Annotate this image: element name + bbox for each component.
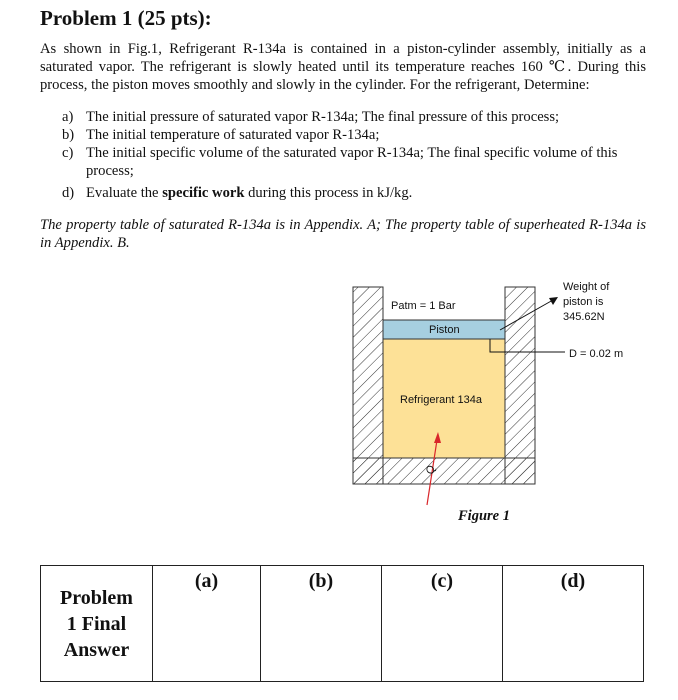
appendix-note: The property table of saturated R-134a is in Appendix. A; The property table of superheated R-134a is in Appendix. B. (40, 217, 646, 251)
question-text-end: during this process in kJ/kg. (244, 185, 413, 201)
refrigerant-label: Refrigerant 134a (400, 394, 482, 406)
answer-cell-b[interactable]: (b) (261, 566, 382, 682)
heat-symbol: Q (424, 464, 438, 476)
question-label: c) (62, 145, 74, 161)
question-label: b) (62, 127, 75, 143)
atmospheric-pressure-label: Patm = 1 Bar (391, 300, 456, 312)
question-text: The initial pressure of saturated vapor R-134a; The final pressure of this process; (86, 109, 560, 125)
weight-label-line-1: Weight of (563, 281, 610, 293)
question-label: a) (62, 109, 74, 125)
weight-label-line-2: piston is (563, 296, 604, 308)
answer-row-header (41, 566, 153, 682)
answer-cell-a[interactable]: (a) (153, 566, 261, 682)
problem-title: Problem 1 (25 pts): (40, 6, 212, 30)
question-text: The initial specific volume of the saturated vapor R-134a; The final specific volume of this process; (86, 145, 618, 179)
problem-statement: As shown in Fig.1, Refrigerant R-134a is contained in a piston-cylinder assembly, initially as a saturated vapor. The refrigerant is slowly heated until its temperature reaches 160 ℃. During this process, the piston moves smoothly and slowly in the cylinder. For the refrigerant, Determine: (40, 41, 646, 93)
answer-row (41, 566, 644, 682)
cylinder-right-wall (505, 287, 535, 484)
question-text-start: Evaluate the (86, 185, 163, 201)
answer-table (40, 565, 644, 682)
answer-cell-d[interactable]: (d) (503, 566, 644, 682)
piston-label: Piston (429, 324, 460, 336)
diameter-label: D = 0.02 m (569, 348, 624, 360)
row-header-line: Problem (60, 586, 133, 609)
weight-label-line-3: 345.62N (563, 311, 605, 323)
cylinder-base (353, 458, 535, 484)
cylinder-left-wall (353, 287, 383, 484)
question-label: d) (62, 185, 75, 201)
question-emphasis: specific work (162, 185, 245, 201)
row-header-line: Answer (63, 638, 130, 661)
question-text: The initial temperature of saturated vapor R-134a; (86, 127, 380, 143)
answer-cell-c[interactable]: (c) (382, 566, 503, 682)
figure-caption: Figure 1 (458, 508, 510, 524)
row-header-line: 1 Final (66, 612, 127, 635)
